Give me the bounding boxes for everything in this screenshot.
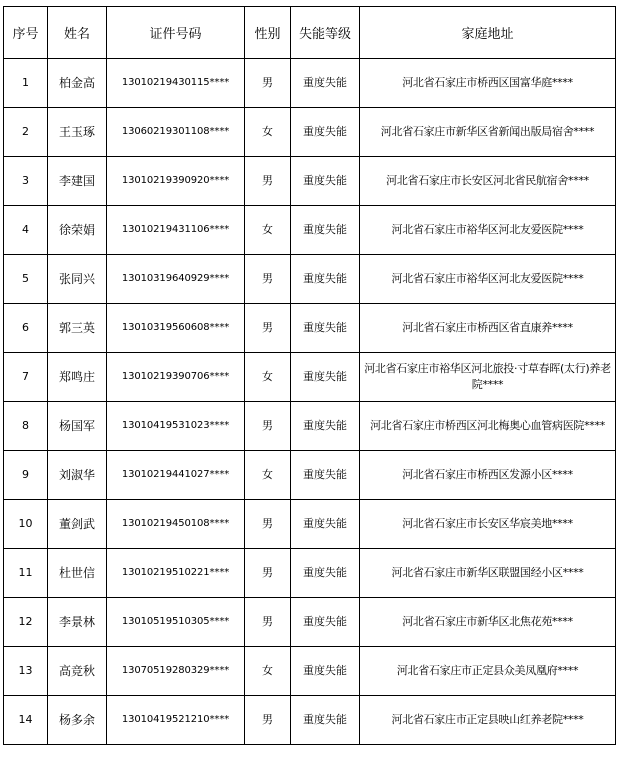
table-row (4, 696, 616, 745)
cell-gender: 男 (245, 598, 291, 647)
cell-name: 柏金高 (48, 59, 107, 108)
cell-id-number: 13010519510305**** (107, 598, 245, 647)
cell-gender: 男 (245, 304, 291, 353)
cell-address: 河北省石家庄市长安区河北省民航宿舍**** (360, 157, 616, 206)
cell-no: 9 (4, 451, 48, 500)
cell-gender: 女 (245, 353, 291, 402)
cell-address: 河北省石家庄市新华区省新闻出版局宿舍**** (360, 108, 616, 157)
cell-name: 高竞秋 (48, 647, 107, 696)
cell-id-number: 13010219441027**** (107, 451, 245, 500)
cell-id-number: 13010419531023**** (107, 402, 245, 451)
cell-no: 2 (4, 108, 48, 157)
cell-gender: 男 (245, 500, 291, 549)
cell-disability-level: 重度失能 (291, 157, 360, 206)
cell-address: 河北省石家庄市正定县映山红养老院**** (360, 696, 616, 745)
cell-disability-level: 重度失能 (291, 206, 360, 255)
cell-gender: 男 (245, 157, 291, 206)
cell-gender: 男 (245, 59, 291, 108)
cell-disability-level: 重度失能 (291, 402, 360, 451)
cell-gender: 男 (245, 696, 291, 745)
header-id: 证件号码 (107, 7, 245, 59)
cell-name: 刘淑华 (48, 451, 107, 500)
cell-disability-level: 重度失能 (291, 647, 360, 696)
cell-no: 4 (4, 206, 48, 255)
table-row (4, 108, 616, 157)
cell-address: 河北省石家庄市桥西区国富华庭**** (360, 59, 616, 108)
header-address: 家庭地址 (360, 7, 616, 59)
cell-name: 李景林 (48, 598, 107, 647)
cell-id-number: 13060219301108**** (107, 108, 245, 157)
table-row (4, 549, 616, 598)
cell-disability-level: 重度失能 (291, 500, 360, 549)
cell-disability-level: 重度失能 (291, 549, 360, 598)
cell-id-number: 13010219390706**** (107, 353, 245, 402)
cell-disability-level: 重度失能 (291, 696, 360, 745)
cell-id-number: 13010319640929**** (107, 255, 245, 304)
cell-address: 河北省石家庄市桥西区河北梅奥心血管病医院**** (360, 402, 616, 451)
cell-disability-level: 重度失能 (291, 304, 360, 353)
cell-name: 郑鸣庄 (48, 353, 107, 402)
cell-name: 杨国军 (48, 402, 107, 451)
cell-address: 河北省石家庄市桥西区省直康养**** (360, 304, 616, 353)
cell-no: 10 (4, 500, 48, 549)
header-row (4, 7, 616, 59)
cell-disability-level: 重度失能 (291, 353, 360, 402)
cell-name: 李建国 (48, 157, 107, 206)
cell-gender: 男 (245, 402, 291, 451)
cell-address: 河北省石家庄市裕华区河北旅投·寸草春晖(太行)养老院**** (360, 353, 616, 402)
elderly-care-table (3, 6, 616, 745)
cell-address: 河北省石家庄市新华区联盟国经小区**** (360, 549, 616, 598)
cell-id-number: 13010219450108**** (107, 500, 245, 549)
table-row (4, 206, 616, 255)
cell-name: 杨多余 (48, 696, 107, 745)
cell-id-number: 13010319560608**** (107, 304, 245, 353)
table-row (4, 353, 616, 402)
cell-disability-level: 重度失能 (291, 59, 360, 108)
cell-id-number: 13010219431106**** (107, 206, 245, 255)
table-row (4, 157, 616, 206)
cell-id-number: 13070519280329**** (107, 647, 245, 696)
cell-name: 王玉琢 (48, 108, 107, 157)
cell-address: 河北省石家庄市长安区华宸美地**** (360, 500, 616, 549)
cell-no: 11 (4, 549, 48, 598)
cell-name: 董剑武 (48, 500, 107, 549)
header-no: 序号 (4, 7, 48, 59)
cell-name: 郭三英 (48, 304, 107, 353)
header-gender: 性别 (245, 7, 291, 59)
cell-no: 14 (4, 696, 48, 745)
cell-id-number: 13010219390920**** (107, 157, 245, 206)
cell-disability-level: 重度失能 (291, 255, 360, 304)
header-name: 姓名 (48, 7, 107, 59)
table-row (4, 304, 616, 353)
cell-name: 杜世信 (48, 549, 107, 598)
cell-name: 张同兴 (48, 255, 107, 304)
header-level: 失能等级 (291, 7, 360, 59)
cell-no: 1 (4, 59, 48, 108)
cell-disability-level: 重度失能 (291, 598, 360, 647)
cell-no: 13 (4, 647, 48, 696)
table-row (4, 500, 616, 549)
cell-gender: 女 (245, 108, 291, 157)
cell-gender: 男 (245, 255, 291, 304)
cell-no: 6 (4, 304, 48, 353)
table-row (4, 647, 616, 696)
cell-no: 5 (4, 255, 48, 304)
cell-address: 河北省石家庄市桥西区发源小区**** (360, 451, 616, 500)
cell-no: 8 (4, 402, 48, 451)
cell-gender: 女 (245, 451, 291, 500)
cell-address: 河北省石家庄市正定县众美凤凰府**** (360, 647, 616, 696)
cell-no: 3 (4, 157, 48, 206)
cell-address: 河北省石家庄市裕华区河北友爱医院**** (360, 255, 616, 304)
cell-name: 徐荣娟 (48, 206, 107, 255)
table-row (4, 402, 616, 451)
table-row (4, 255, 616, 304)
cell-id-number: 13010419521210**** (107, 696, 245, 745)
cell-disability-level: 重度失能 (291, 451, 360, 500)
cell-no: 12 (4, 598, 48, 647)
table-row (4, 59, 616, 108)
cell-address: 河北省石家庄市裕华区河北友爱医院**** (360, 206, 616, 255)
cell-id-number: 13010219510221**** (107, 549, 245, 598)
cell-id-number: 13010219430115**** (107, 59, 245, 108)
cell-gender: 女 (245, 647, 291, 696)
cell-address: 河北省石家庄市新华区北焦花苑**** (360, 598, 616, 647)
table-row (4, 451, 616, 500)
cell-gender: 女 (245, 206, 291, 255)
table-row (4, 598, 616, 647)
cell-gender: 男 (245, 549, 291, 598)
cell-disability-level: 重度失能 (291, 108, 360, 157)
cell-no: 7 (4, 353, 48, 402)
